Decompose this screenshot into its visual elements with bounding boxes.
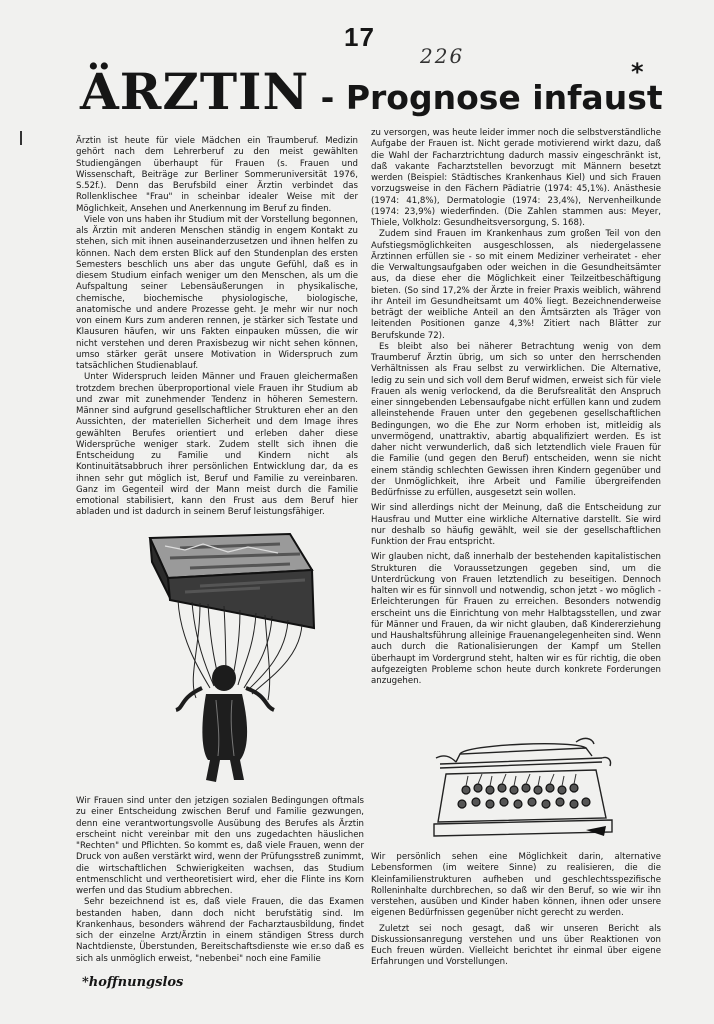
margin-mark [20,131,22,145]
footnote: *hoffnungslos [82,975,184,990]
right-column-bottom [371,852,661,969]
paragraph: Es bleibt also bei näherer Betrachtung wenig von dem Traumberuf Ärztin übrig, um sich so unter den herrschenden Verhältnissen als Frau selbst zu verwirklichen. Die Alternative, ledig zu sein und sich voll dem Beruf widmen, erweist sich für viele Frauen als wenig verlockend, da die Berufsrealität den Anspruch einer sinngebenden Lebensaufgabe nicht erfüllen kann und zudem alleinstehende Frauen unter den gegebenen gesellschaftlichen Bedingungen, wo die Ehe zur Norm erhoben ist, mitleidig als unvermögend, unattraktiv, abartig abqualifiziert werden. Es ist daher nicht verwunderlich, daß sich letztendlich viele Frauen für die Familie (und gegen den Beruf) entscheiden, wenn sie nicht einem ständig schlechten Gewissen ihren Kindern gegenüber und der Unmöglichkeit, ihre Arbeit und Familie übergreifenden Bedürfnisse zu erfüllen, ausgesetzt sein wollen. [371,341,661,498]
paragraph: Sehr bezeichnend ist es, daß viele Frauen, die das Examen bestanden haben, dann doch nicht berufstätig sind. Im Krankenhaus, besonders während der Facharztausbildung, findet sich der einzelne Arzt/Ärztin in einem ständigen Stress durch Nachtdienste, Überstunden, Bereitschaftsdienste wie er.so daß es sich als unmöglich erweist, "nebenbei" noch eine Familie [76,897,364,964]
paragraph: Wir Frauen sind unter den jetzigen sozialen Bedingungen oftmals zu einer Entscheidung zwischen Beruf und Familie gezwungen, denn eine verantwortungsvolle Ausübung des Berufes als Ärztin erscheint nicht vereinbar mit den uns zugedachten häuslichen "Rechten" und Pflichten. So kommt es, daß viele Frauen, wenn der Druck von außen verstärkt wird, wenn der Prüfungsstreß zunimmt, die wirtschaftlichen Schwierigkeiten wachsen, das Studium entmenschlicht und vertheoretisiert wird, eher die Flinte ins Korn werfen und das Studium abbrechen. [76,796,364,896]
page-number: 17 [344,22,375,52]
left-column-top [76,136,358,519]
paragraph: Ärztin ist heute für viele Mädchen ein Traumberuf. Medizin gehört nach dem Lehrerberuf zu den meist gewählten Studiengängen überhaupt für Frauen (s. Frauen und Wissenschaft, Beiträge zur Berliner Sommeruniversität 1976, S.52f.). Denn das Berufsbild einer Ärztin verbindet das Rollenklischee "Frau" in scheinbar idealer Weise mit der Möglichkeit, Ansehen und Anerkennung im Beruf zu finden. [76,136,358,214]
woman-hanging-from-block-drawing [140,528,330,790]
paragraph: Zuletzt sei noch gesagt, daß wir unseren Bericht als Diskussionsanregung verstehen und uns über Reaktionen von Euch freuen würden. Vielleicht berichtet ihr einmal über eigene Erfahrungen und Vorstellungen. [371,923,661,968]
paragraph: Zudem sind Frauen im Krankenhaus zum großen Teil von den Aufstiegsmöglichkeiten ausgeschlossen, als niedergelassene Ärztinnen erfüllen sie - so mit einem Mediziner verheiratet - eher die Verwaltungsaufgaben oder weichen in die Gesundheitsämter aus, da diese eher die Möglichkeit einer Teilzeitbeschäftigung bieten. (So sind 17,2% der Ärzte in freier Praxis weiblich, während ihr Anteil im Gesundheitsamt um 40% liegt. Bezeichnenderweise beträgt der weibliche Anteil an den Ämtsärzten als Träger von leitenden Positionen ganze 4,3%! Zitiert nach Blätter zur Berufskunde 72). [371,229,661,341]
article-title [80,58,680,132]
paragraph: Wir sind allerdings nicht der Meinung, daß die Entscheidung zur Hausfrau und Mutter eine wirkliche Alternative darstellt. Sie wird nur deshalb so häufig gewählt, weil sie der gesellschaftlichen Funktion der Frau entspricht. [371,503,661,547]
left-column-bottom [76,796,364,965]
title-sub: Prognose infaust [345,78,663,117]
title-dash: - [309,78,346,117]
title-main: ÄRZTIN [80,62,310,121]
paragraph: Wir glauben nicht, daß innerhalb der bestehenden kapitalistischen Strukturen die Voraussetzungen gegeben sind, um die Unterdrückung von Frauen letztendlich zu beseitigen. Dennoch halten wir es für sinnvoll und notwendig, schon jetzt - wo möglich - Erleichterungen für Frauen zu erreichen. Besonders notwendig erscheint uns die Einrichtung von mehr Halbtagsstellen, und zwar für Männer und Frauen, da wir nicht glauben, daß Kindererziehung und Haushaltsführung alleinige Frauenangelegenheiten sind. Wenn auch durch die Rationalisierungen der Kampf um Stellen überhaupt im Vordergrund steht, halten wir es für richtig, die oben aufgezeigten Probleme schon heute durch konkrete Forderungen anzugehen. [371,552,661,686]
paragraph: Unter Widerspruch leiden Männer und Frauen gleichermaßen trotzdem brechen überproportional viele Frauen ihr Studium ab und zwar mit zunehmender Tendenz in höheren Semestern. Männer sind aufgrund gesellschaftlicher Strukturen eher an den Aussichten, der materiellen Sicherheit und dem Image ihres gewählten Berufes orientiert und erleben daher diese Widersprüche weniger stark. Zudem stellt sich ihnen die Entscheidung zu Familie und Kindern nicht als Kontinuitätsabbruch ihrer persönlichen Entwicklung dar, da es ihnen sehr gut möglich ist, Beruf und Familie zu vereinbaren. Ganz im Gegenteil wird der Mann meist durch die Familie emotional stabilisiert, kann den Frust aus dem Beruf hier abladen und ist dadurch in seinem Beruf leistungsfähiger. [76,372,358,518]
handwritten-number: 226 [420,44,465,68]
title-star: * [631,58,644,86]
paragraph: zu versorgen, was heute leider immer noch die selbstverständliche Aufgabe der Frauen ist. Nicht gerade motivierend wirkt dazu, daß die Wahl der Facharztrichtung dadurch massiv eingeschränkt ist, daß vakante Facharztstellen bevorzugt mit Männern besetzt werden (Beispiel: Städtisches Krankenhaus Kiel) und sich Frauen vorzugsweise in den Fächern Pädiatrie (1974: 45,1%). Anästhesie (1974: 41,8%), Dermatologie (1974: 23,4%), Nervenheilkunde (1974: 23,9%) wiederfinden. (Die Zahlen stammen aus: Meyer, Thiele, Volkholz: Gesundheitsversorgung, S. 168). [371,128,661,228]
typewriter-drawing [426,734,616,842]
paragraph: Viele von uns haben ihr Studium mit der Vorstellung begonnen, als Ärztin mit anderen Menschen ständig in engem Kontakt zu stehen, sich mit ihnen auseinanderzusetzen und ihnen helfen zu können. Nach dem ersten Blick auf den Stundenplan des ersten Semesters beschlich uns aber das ungute Gefühl, daß es in diesem Studium einfach weniger um den Menschen, als um die Aufspaltung seiner Lebensäußerungen in physikalische, chemische, biochemische physiologische, biologische, anatomische und andere Prozesse geht. Je mehr wir nur noch von einem Kurs zum anderen rennen, je stärker sich Testate und Klausuren häufen, wir uns Fakten einpauken müssen, die wir nicht verstehen und deren Praxisbezug wir nicht sehen können, umso stärker gerät unsere Motivation in Widerspruch zum tatsächlichen Studienablauf. [76,214,358,371]
right-column [371,128,661,687]
paragraph: Wir persönlich sehen eine Möglichkeit darin, alternative Lebensformen (im weitere Sinne) zu realisieren, die die Kleinfamilienstrukturen aufheben und geschlechtsspezifische Rolleninhalte durchbrechen, so daß wir den Beruf, so wie wir ihn verstehen, ausüben und Kinder haben können, ihnen oder unsere eigenen Bedürfnissen gegenüber nicht gerecht zu werden. [371,852,661,919]
